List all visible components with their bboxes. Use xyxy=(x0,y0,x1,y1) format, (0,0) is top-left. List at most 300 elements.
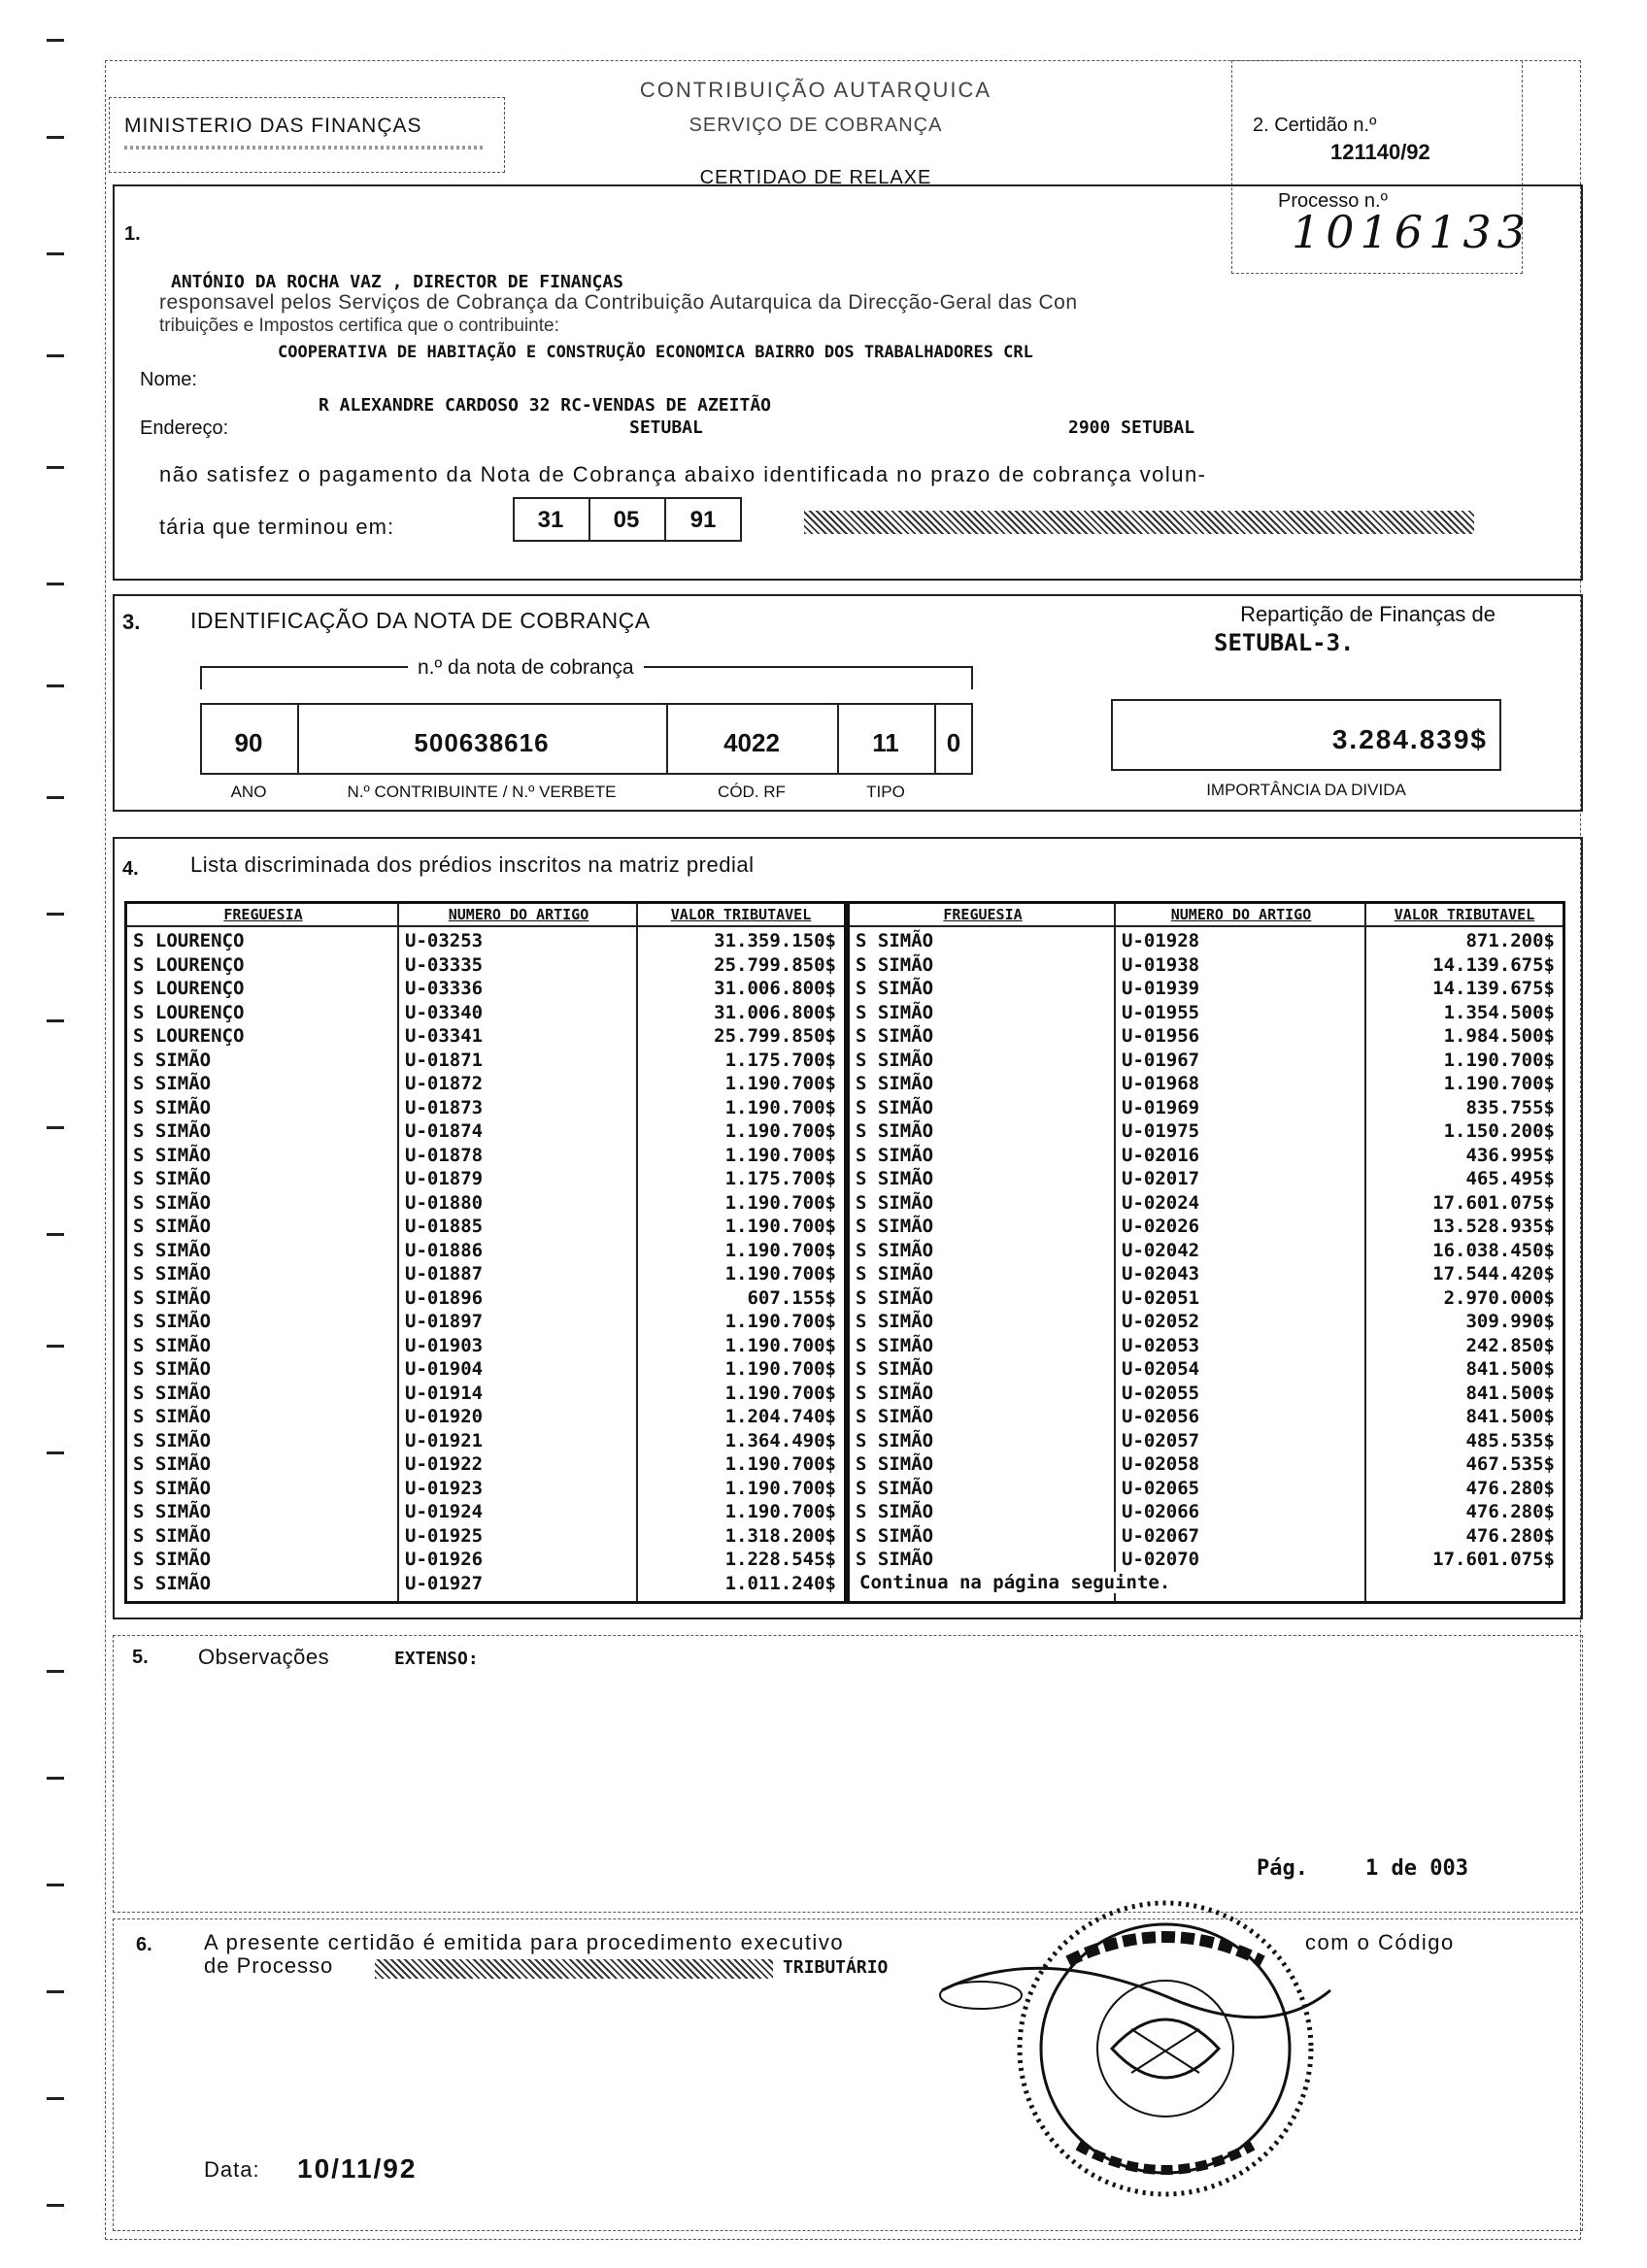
table-row xyxy=(850,1477,1563,1501)
table-row xyxy=(850,1548,1563,1572)
endereco-line-2: SETUBAL xyxy=(629,417,703,438)
cod-rf-caption: CÓD. RF xyxy=(718,783,786,801)
cell-artigo: U-01975 xyxy=(1122,1120,1200,1142)
sentence-1: não satisfez o pagamento da Nota de Cobrança abaixo identificada no prazo de cobrança volun- xyxy=(159,462,1207,486)
cell-freguesia: S SIMÃO xyxy=(856,1168,934,1189)
cell-valor: 1.175.700$ xyxy=(724,1049,836,1071)
importancia-caption: IMPORTÂNCIA DA DIVIDA xyxy=(1206,781,1406,799)
redaction-bar xyxy=(375,1959,773,1979)
cell-artigo: U-02017 xyxy=(1122,1168,1200,1189)
property-table-left xyxy=(124,901,847,1604)
cell-artigo: U-02057 xyxy=(1122,1429,1200,1451)
margin-mark xyxy=(47,2204,64,2207)
cell-freguesia: S SIMÃO xyxy=(133,1120,212,1142)
cell-freguesia: S SIMÃO xyxy=(856,1453,934,1475)
margin-mark xyxy=(47,684,64,687)
section-4-title: Lista discriminada dos prédios inscritos na matriz predial xyxy=(190,852,755,877)
cell-artigo: U-01903 xyxy=(405,1334,484,1356)
cell-artigo: U-01874 xyxy=(405,1120,484,1142)
table-row xyxy=(850,1405,1563,1429)
cell-freguesia: S SIMÃO xyxy=(133,1501,212,1522)
cell-artigo: U-01914 xyxy=(405,1382,484,1404)
cell-valor: 31.006.800$ xyxy=(714,1001,836,1023)
section-6-line-1: A presente certidão é emitida para procedimento executivo xyxy=(204,1930,845,1954)
cell-freguesia: S SIMÃO xyxy=(856,1073,934,1094)
table-row xyxy=(850,1215,1563,1239)
certidao-number: 121140/92 xyxy=(1330,140,1430,164)
redaction-bar xyxy=(804,511,1474,534)
table-row xyxy=(127,1500,844,1524)
table-row xyxy=(127,1548,844,1572)
table-row xyxy=(127,1310,844,1334)
cell-freguesia: S SIMÃO xyxy=(133,1549,212,1570)
cell-valor: 1.190.700$ xyxy=(724,1477,836,1499)
cell-freguesia: S SIMÃO xyxy=(133,1096,212,1118)
cell-valor: 436.995$ xyxy=(1465,1144,1555,1166)
table-row xyxy=(850,1144,1563,1168)
cell-freguesia: S SIMÃO xyxy=(856,1358,934,1380)
margin-mark xyxy=(47,1990,64,1993)
cell-freguesia: S SIMÃO xyxy=(133,1049,212,1071)
cell-valor: 14.139.675$ xyxy=(1432,978,1555,999)
col-header-artigo: NUMERO DO ARTIGO xyxy=(448,906,589,923)
table-row xyxy=(850,1262,1563,1286)
cell-artigo: U-01885 xyxy=(405,1216,484,1237)
observacoes-label: Observações xyxy=(198,1645,330,1669)
section-6-line-1-end: com o Código xyxy=(1305,1930,1455,1954)
cell-freguesia: S SIMÃO xyxy=(856,1334,934,1356)
cell-valor: 1.318.200$ xyxy=(724,1524,836,1547)
cell-freguesia: S SIMÃO xyxy=(133,1334,212,1356)
cell-artigo: U-01871 xyxy=(405,1049,484,1071)
cell-artigo: U-01873 xyxy=(405,1096,484,1118)
table-row xyxy=(127,1191,844,1216)
table-row xyxy=(850,1001,1563,1025)
ministry-label: MINISTERIO DAS FINANÇAS xyxy=(124,115,422,137)
margin-mark xyxy=(47,1670,64,1673)
margin-mark xyxy=(47,1345,64,1348)
cell-freguesia: S SIMÃO xyxy=(133,1382,212,1404)
nota-header-tick xyxy=(971,666,973,689)
cell-freguesia: S LOURENÇO xyxy=(133,953,245,976)
col-header-valor: VALOR TRIBUTAVEL xyxy=(670,906,812,923)
cell-artigo: U-02043 xyxy=(1122,1263,1200,1284)
sentence-2: tária que terminou em: xyxy=(159,515,395,539)
cell-valor: 476.280$ xyxy=(1465,1477,1555,1499)
table-row xyxy=(127,1405,844,1429)
cell-freguesia: S SIMÃO xyxy=(856,1049,934,1071)
cell-valor: 1.190.700$ xyxy=(724,1096,836,1118)
cell-freguesia: S SIMÃO xyxy=(856,978,934,999)
cell-freguesia: S SIMÃO xyxy=(856,1524,934,1547)
cell-valor: 2.970.000$ xyxy=(1443,1286,1555,1309)
table-row xyxy=(850,1024,1563,1049)
importancia-value: 3.284.839$ xyxy=(1331,724,1488,754)
col-header-freguesia: FREGUESIA xyxy=(943,906,1023,923)
tipo-caption: TIPO xyxy=(866,783,905,801)
table-row xyxy=(127,1334,844,1358)
cell-artigo: U-01879 xyxy=(405,1168,484,1189)
margin-mark xyxy=(47,1884,64,1886)
cell-valor: 1.190.700$ xyxy=(724,1263,836,1284)
cell-artigo: U-01896 xyxy=(405,1286,484,1309)
cell-artigo: U-01955 xyxy=(1122,1001,1200,1023)
table-row xyxy=(127,953,844,978)
table-row xyxy=(850,1286,1563,1311)
cell-valor: 465.495$ xyxy=(1465,1168,1555,1189)
col-header-freguesia: FREGUESIA xyxy=(223,906,303,923)
cell-artigo: U-02058 xyxy=(1122,1453,1200,1475)
cell-freguesia: S LOURENÇO xyxy=(133,978,245,999)
processo-label: Processo n.º xyxy=(1278,190,1388,212)
processo-number: 1016133 xyxy=(1292,206,1531,258)
cell-freguesia: S SIMÃO xyxy=(856,1501,934,1522)
header-rule xyxy=(127,925,844,927)
table-row xyxy=(127,1382,844,1406)
margin-mark xyxy=(47,1451,64,1454)
margin-mark xyxy=(47,1777,64,1780)
ano-caption: ANO xyxy=(230,783,267,801)
table-row xyxy=(850,1357,1563,1382)
cell-valor: 16.038.450$ xyxy=(1432,1239,1555,1261)
cell-valor: 1.190.700$ xyxy=(1443,1049,1555,1071)
cell-valor: 1.175.700$ xyxy=(724,1168,836,1189)
cell-artigo: U-01927 xyxy=(405,1572,484,1594)
cell-valor: 1.190.700$ xyxy=(724,1358,836,1380)
table-row xyxy=(850,1167,1563,1191)
table-row xyxy=(127,1286,844,1311)
cell-artigo: U-02042 xyxy=(1122,1239,1200,1261)
table-row xyxy=(850,1072,1563,1096)
table-row xyxy=(127,1167,844,1191)
section-1-number: 1. xyxy=(124,223,141,245)
endereco-postal: 2900 SETUBAL xyxy=(1068,417,1195,438)
cell-artigo: U-02026 xyxy=(1122,1216,1200,1237)
cell-freguesia: S SIMÃO xyxy=(856,1406,934,1427)
cell-artigo: U-02055 xyxy=(1122,1382,1200,1404)
contribuinte-caption: N.º CONTRIBUINTE / N.º VERBETE xyxy=(347,783,617,801)
director-name: ANTÓNIO DA ROCHA VAZ , DIRECTOR DE FINANÇAS xyxy=(171,272,623,292)
cell-freguesia: S SIMÃO xyxy=(133,1429,212,1451)
cell-freguesia: S SIMÃO xyxy=(133,1263,212,1284)
margin-mark xyxy=(47,913,64,916)
table-row xyxy=(127,1215,844,1239)
data-label: Data: xyxy=(204,2157,260,2182)
margin-mark xyxy=(47,466,64,469)
cell-artigo: U-01922 xyxy=(405,1453,484,1475)
col-header-artigo: NUMERO DO ARTIGO xyxy=(1170,906,1312,923)
cell-artigo: U-02051 xyxy=(1122,1286,1200,1309)
cell-freguesia: S SIMÃO xyxy=(133,1572,212,1594)
cell-freguesia: S SIMÃO xyxy=(856,1096,934,1118)
table-row xyxy=(127,1119,844,1144)
margin-mark xyxy=(47,796,64,799)
cell-artigo: U-01897 xyxy=(405,1311,484,1332)
cell-artigo: U-01921 xyxy=(405,1429,484,1451)
cell-valor: 1.190.700$ xyxy=(724,1453,836,1475)
cell-freguesia: S SIMÃO xyxy=(856,1477,934,1499)
reparticao-label: Repartição de Finanças de xyxy=(1240,602,1496,626)
cell-freguesia: S SIMÃO xyxy=(856,1001,934,1023)
cell-artigo: U-02066 xyxy=(1122,1501,1200,1522)
doc-title: CERTIDAO DE RELAXE xyxy=(699,167,932,188)
table-row xyxy=(127,1239,844,1263)
cell-freguesia: S SIMÃO xyxy=(133,1524,212,1547)
margin-mark xyxy=(47,2097,64,2100)
nome-label: Nome: xyxy=(140,369,197,390)
table-row xyxy=(127,1001,844,1025)
cell-freguesia: S SIMÃO xyxy=(856,1311,934,1332)
table-row xyxy=(850,1119,1563,1144)
cell-valor: 17.544.420$ xyxy=(1432,1263,1555,1284)
doc-title-main: CONTRIBUIÇÃO AUTARQUICA xyxy=(639,78,992,102)
endereco-label: Endereço: xyxy=(140,417,229,439)
cell-artigo: U-02054 xyxy=(1122,1358,1200,1380)
cell-valor: 1.190.700$ xyxy=(1443,1073,1555,1094)
cell-valor: 1.011.240$ xyxy=(724,1572,836,1594)
table-row xyxy=(850,1334,1563,1358)
ministry-subline xyxy=(124,146,484,150)
data-value: 10/11/92 xyxy=(297,2153,418,2184)
cell-freguesia: S SIMÃO xyxy=(856,1025,934,1047)
cell-valor: 1.150.200$ xyxy=(1443,1120,1555,1142)
cell-freguesia: S SIMÃO xyxy=(856,1263,934,1284)
cell-valor: 31.006.800$ xyxy=(714,978,836,999)
cell-artigo: U-02067 xyxy=(1122,1524,1200,1547)
cell-valor: 835.755$ xyxy=(1465,1096,1555,1118)
margin-mark xyxy=(47,252,64,255)
table-row xyxy=(127,1049,844,1073)
cell-freguesia: S SIMÃO xyxy=(856,1239,934,1261)
cell-freguesia: S SIMÃO xyxy=(133,1144,212,1166)
cell-artigo: U-01872 xyxy=(405,1073,484,1094)
cell-freguesia: S SIMÃO xyxy=(856,1216,934,1237)
nota-cod-rf: 4022 xyxy=(723,728,780,757)
section-3-title: IDENTIFICAÇÃO DA NOTA DE COBRANÇA xyxy=(190,608,651,633)
cell-valor: 467.535$ xyxy=(1465,1453,1555,1475)
nota-tipo: 11 xyxy=(872,728,899,757)
table-row xyxy=(127,1572,844,1596)
endereco-line-1: R ALEXANDRE CARDOSO 32 RC-VENDAS DE AZEITÃO xyxy=(319,395,771,416)
table-row xyxy=(127,1144,844,1168)
section-5-box xyxy=(113,1635,1583,1913)
cell-valor: 1.190.700$ xyxy=(724,1334,836,1356)
col-header-valor: VALOR TRIBUTAVEL xyxy=(1394,906,1535,923)
cell-freguesia: S SIMÃO xyxy=(133,1216,212,1237)
cell-artigo: U-01967 xyxy=(1122,1049,1200,1071)
doc-title-sub: SERVIÇO DE COBRANÇA xyxy=(689,115,943,136)
cell-valor: 1.190.700$ xyxy=(724,1382,836,1404)
table-row xyxy=(127,1524,844,1549)
table-row xyxy=(850,1191,1563,1216)
table-row xyxy=(127,1357,844,1382)
cell-valor: 25.799.850$ xyxy=(714,1025,836,1047)
cell-freguesia: S SIMÃO xyxy=(856,930,934,951)
margin-mark xyxy=(47,583,64,585)
section-6-line-2: de Processo xyxy=(204,1953,334,1978)
table-row xyxy=(127,1262,844,1286)
cell-freguesia: S SIMÃO xyxy=(133,1168,212,1189)
table-row xyxy=(127,977,844,1001)
date-year: 91 xyxy=(689,507,717,533)
nota-extra: 0 xyxy=(946,728,961,757)
table-row xyxy=(850,1310,1563,1334)
cell-valor: 1.190.700$ xyxy=(724,1191,836,1214)
table-row xyxy=(850,1524,1563,1549)
observacoes-value: EXTENSO: xyxy=(394,1649,479,1669)
table-row xyxy=(850,1429,1563,1453)
cell-artigo: U-01938 xyxy=(1122,953,1200,976)
intro-line-1: responsavel pelos Serviços de Cobrança da Contribuição Autarquica da Direcção-Geral das Con xyxy=(159,291,1078,314)
intro-line-2: tribuições e Impostos certifica que o contribuinte: xyxy=(159,316,559,336)
cell-freguesia: S SIMÃO xyxy=(133,1239,212,1261)
table-row xyxy=(850,1452,1563,1477)
continua-note: Continua na página seguinte. xyxy=(859,1572,1176,1593)
margin-mark xyxy=(47,1126,64,1129)
cell-artigo: U-02056 xyxy=(1122,1406,1200,1427)
cell-artigo: U-01880 xyxy=(405,1191,484,1214)
cell-artigo: U-01924 xyxy=(405,1501,484,1522)
table-row xyxy=(850,929,1563,953)
cell-artigo: U-03341 xyxy=(405,1025,484,1047)
date-month: 05 xyxy=(613,507,640,533)
nota-ano: 90 xyxy=(234,728,263,757)
nota-contribuinte: 500638616 xyxy=(414,728,550,757)
page-label: Pág. xyxy=(1257,1856,1308,1881)
cell-valor: 1.190.700$ xyxy=(724,1073,836,1094)
section-6-number: 6. xyxy=(136,1934,152,1955)
cell-freguesia: S SIMÃO xyxy=(856,1549,934,1570)
cell-valor: 871.200$ xyxy=(1465,930,1555,951)
cell-artigo: U-02065 xyxy=(1122,1477,1200,1499)
cell-freguesia: S LOURENÇO xyxy=(133,1001,245,1023)
table-row xyxy=(127,1477,844,1501)
cell-valor: 841.500$ xyxy=(1465,1382,1555,1404)
cell-valor: 1.190.700$ xyxy=(724,1501,836,1522)
cell-freguesia: S SIMÃO xyxy=(856,1120,934,1142)
cell-freguesia: S SIMÃO xyxy=(856,1286,934,1309)
nota-header-tick xyxy=(200,666,202,689)
cell-artigo: U-03253 xyxy=(405,930,484,951)
cell-artigo: U-03340 xyxy=(405,1001,484,1023)
cell-valor: 607.155$ xyxy=(747,1286,836,1309)
cell-freguesia: S LOURENÇO xyxy=(133,930,245,951)
certidao-label: 2. Certidão n.º xyxy=(1253,115,1377,136)
cell-artigo: U-01923 xyxy=(405,1477,484,1499)
cell-valor: 1.190.700$ xyxy=(724,1311,836,1332)
table-row xyxy=(850,1382,1563,1406)
reparticao-value: SETUBAL-3. xyxy=(1214,629,1355,656)
cell-artigo: U-02024 xyxy=(1122,1191,1200,1214)
cell-valor: 1.190.700$ xyxy=(724,1120,836,1142)
table-row xyxy=(850,1049,1563,1073)
table-row xyxy=(127,1429,844,1453)
table-row xyxy=(850,1239,1563,1263)
cell-freguesia: S SIMÃO xyxy=(133,1311,212,1332)
cell-freguesia: S SIMÃO xyxy=(133,1191,212,1214)
table-row xyxy=(127,1072,844,1096)
cell-artigo: U-03336 xyxy=(405,978,484,999)
cell-valor: 1.204.740$ xyxy=(724,1406,836,1427)
cell-artigo: U-01887 xyxy=(405,1263,484,1284)
cell-valor: 17.601.075$ xyxy=(1432,1191,1555,1214)
date-day: 31 xyxy=(537,507,564,533)
codigo-value: TRIBUTÁRIO xyxy=(783,1957,889,1978)
cell-valor: 841.500$ xyxy=(1465,1406,1555,1427)
margin-mark xyxy=(47,1233,64,1236)
cell-valor: 25.799.850$ xyxy=(714,953,836,976)
page-value: 1 de 003 xyxy=(1365,1856,1468,1881)
cell-valor: 13.528.935$ xyxy=(1432,1216,1555,1237)
table-row xyxy=(127,1024,844,1049)
header-rule xyxy=(850,925,1563,927)
cell-freguesia: S SIMÃO xyxy=(856,1191,934,1214)
cell-valor: 1.364.490$ xyxy=(724,1429,836,1451)
cell-artigo: U-01969 xyxy=(1122,1096,1200,1118)
margin-mark xyxy=(47,354,64,357)
cell-artigo: U-01939 xyxy=(1122,978,1200,999)
table-row xyxy=(850,977,1563,1001)
cell-valor: 1.228.545$ xyxy=(724,1549,836,1570)
table-row xyxy=(850,1096,1563,1120)
cell-valor: 1.190.700$ xyxy=(724,1144,836,1166)
cell-freguesia: S SIMÃO xyxy=(133,1477,212,1499)
cell-artigo: U-01968 xyxy=(1122,1073,1200,1094)
table-row xyxy=(850,953,1563,978)
cell-valor: 31.359.150$ xyxy=(714,930,836,951)
cell-freguesia: S SIMÃO xyxy=(133,1453,212,1475)
cell-valor: 242.850$ xyxy=(1465,1334,1555,1356)
cell-artigo: U-01904 xyxy=(405,1358,484,1380)
cell-artigo: U-02052 xyxy=(1122,1311,1200,1332)
cell-freguesia: S SIMÃO xyxy=(856,1144,934,1166)
cell-valor: 1.354.500$ xyxy=(1443,1001,1555,1023)
cell-artigo: U-01928 xyxy=(1122,930,1200,951)
margin-mark xyxy=(47,1019,64,1022)
cell-valor: 14.139.675$ xyxy=(1432,953,1555,976)
cell-valor: 1.190.700$ xyxy=(724,1216,836,1237)
table-row xyxy=(850,1500,1563,1524)
cell-artigo: U-01920 xyxy=(405,1406,484,1427)
cell-artigo: U-01956 xyxy=(1122,1025,1200,1047)
table-row xyxy=(127,929,844,953)
cell-freguesia: S SIMÃO xyxy=(133,1406,212,1427)
cell-artigo: U-01886 xyxy=(405,1239,484,1261)
section-4-number: 4. xyxy=(122,858,139,880)
table-row xyxy=(127,1452,844,1477)
cell-artigo: U-02053 xyxy=(1122,1334,1200,1356)
nome-value: COOPERATIVA DE HABITAÇÃO E CONSTRUÇÃO ECONOMICA BAIRRO DOS TRABALHADORES CRL xyxy=(278,343,1033,362)
cell-valor: 476.280$ xyxy=(1465,1524,1555,1547)
cell-artigo: U-01926 xyxy=(405,1549,484,1570)
cell-valor: 485.535$ xyxy=(1465,1429,1555,1451)
nota-label: n.º da nota de cobrança xyxy=(408,656,644,680)
cell-freguesia: S SIMÃO xyxy=(133,1358,212,1380)
cell-artigo: U-03335 xyxy=(405,953,484,976)
cell-freguesia: S LOURENÇO xyxy=(133,1025,245,1047)
cell-artigo: U-02016 xyxy=(1122,1144,1200,1166)
cell-freguesia: S SIMÃO xyxy=(133,1073,212,1094)
table-row xyxy=(127,1096,844,1120)
cell-freguesia: S SIMÃO xyxy=(856,1429,934,1451)
cell-freguesia: S SIMÃO xyxy=(133,1286,212,1309)
margin-mark xyxy=(47,39,64,42)
cell-valor: 1.190.700$ xyxy=(724,1239,836,1261)
property-table-right xyxy=(847,901,1565,1604)
cell-artigo: U-01878 xyxy=(405,1144,484,1166)
official-seal xyxy=(923,1884,1360,2204)
cell-valor: 476.280$ xyxy=(1465,1501,1555,1522)
